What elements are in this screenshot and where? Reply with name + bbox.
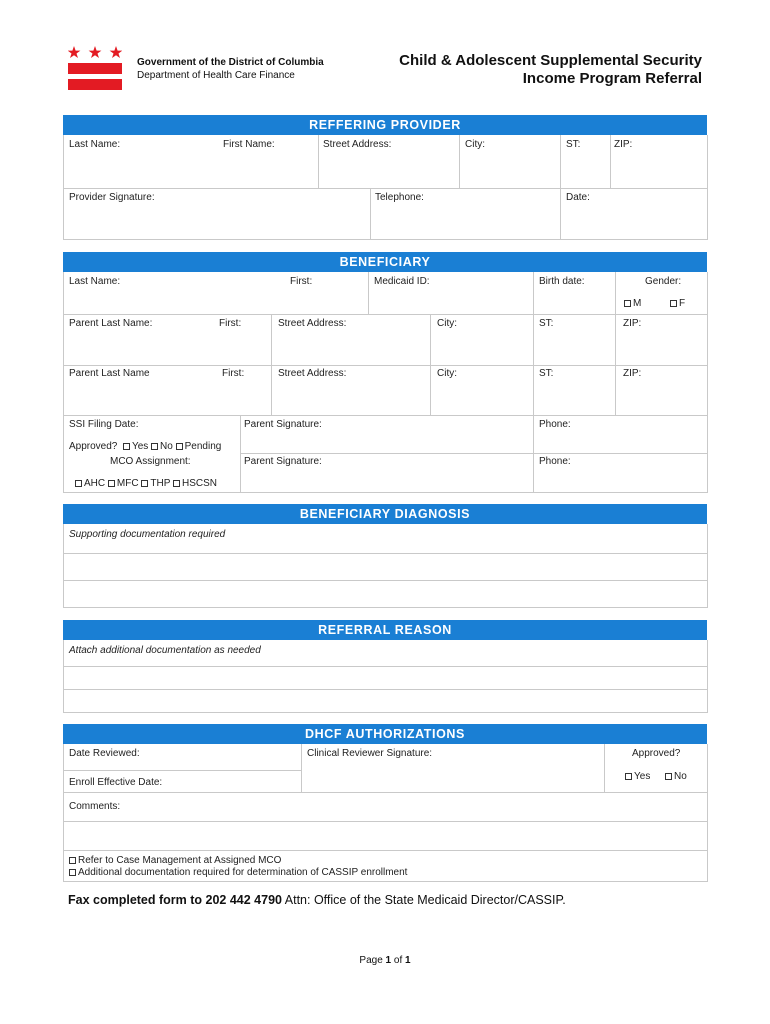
- phone-label-2: Phone:: [539, 456, 571, 467]
- mco-thp-option[interactable]: THP: [141, 478, 170, 489]
- checkbox-icon: [75, 480, 82, 487]
- dhcf-approved-no[interactable]: No: [665, 771, 687, 782]
- date-reviewed-label: Date Reviewed:: [69, 748, 140, 759]
- enroll-effective-date-label: Enroll Effective Date:: [69, 777, 163, 788]
- parent-zip-label-1: ZIP:: [623, 318, 642, 329]
- mco-mfc-option[interactable]: MFC: [108, 478, 139, 489]
- parent-zip-label-2: ZIP:: [623, 368, 642, 379]
- parent-street-label-1: Street Address:: [278, 318, 347, 329]
- parent-last-name-label-2: Parent Last Name: [69, 368, 150, 379]
- fax-instructions: [68, 893, 566, 907]
- refer-case-management-option[interactable]: Refer to Case Management at Assigned MCO: [69, 855, 281, 866]
- gender-male-option[interactable]: M: [624, 298, 641, 309]
- referring-provider-section: [63, 135, 708, 240]
- ref-street-label: Street Address:: [323, 139, 392, 150]
- checkbox-icon: [69, 857, 76, 864]
- dhcf-approved-yes[interactable]: Yes: [625, 771, 650, 782]
- parent-signature-label-1: Parent Signature:: [244, 419, 322, 430]
- beneficiary-section: [63, 272, 708, 493]
- medicaid-id-label: Medicaid ID:: [374, 276, 430, 287]
- referral-reason-header: REFERRAL REASON: [63, 620, 707, 640]
- checkbox-icon: [141, 480, 148, 487]
- diagnosis-section[interactable]: [63, 524, 708, 608]
- ref-date-label: Date:: [566, 192, 590, 203]
- birth-date-label: Birth date:: [539, 276, 585, 287]
- page-number: Page 1 of 1: [359, 955, 411, 966]
- ref-city-label: City:: [465, 139, 485, 150]
- dc-flag-logo: [68, 46, 122, 90]
- additional-documentation-option[interactable]: Additional documentation required for determination of CASSIP enrollment: [69, 867, 407, 878]
- ben-last-name-label: Last Name:: [69, 276, 121, 287]
- parent-city-label-1: City:: [437, 318, 457, 329]
- checkbox-icon: [176, 443, 183, 450]
- referral-reason-section[interactable]: [63, 640, 708, 713]
- government-name: Government of the District of Columbia: [137, 57, 324, 68]
- dhcf-authorizations-header: DHCF AUTHORIZATIONS: [63, 724, 707, 744]
- ref-st-label: ST:: [566, 139, 581, 150]
- checkbox-icon: [173, 480, 180, 487]
- parent-last-name-label-1: Parent Last Name:: [69, 318, 153, 329]
- ssi-approved-pending[interactable]: Pending: [176, 441, 222, 452]
- mco-ahc-option[interactable]: AHC: [75, 478, 105, 489]
- department-name: Department of Health Care Finance: [137, 70, 295, 81]
- parent-st-label-1: ST:: [539, 318, 554, 329]
- checkbox-icon: [625, 773, 632, 780]
- referral-note: Attach additional documentation as needed: [69, 645, 261, 656]
- checkbox-icon: [665, 773, 672, 780]
- parent-st-label-2: ST:: [539, 368, 554, 379]
- referring-provider-header: REFFERING PROVIDER: [63, 115, 707, 135]
- ref-last-name-label: Last Name:: [69, 139, 121, 150]
- fax-number-text: Fax completed form to 202 442 4790: [68, 893, 282, 907]
- checkbox-icon: [123, 443, 130, 450]
- comments-label: Comments:: [69, 801, 121, 812]
- parent-signature-label-2: Parent Signature:: [244, 456, 322, 467]
- gender-female-option[interactable]: F: [670, 298, 685, 309]
- dhcf-approved-label: Approved?: [632, 748, 681, 759]
- checkbox-icon: [108, 480, 115, 487]
- mco-options: [75, 478, 217, 489]
- ben-first-label: First:: [290, 276, 313, 287]
- fax-attn-text: Attn: Office of the State Medicaid Director/CASSIP.: [281, 893, 566, 907]
- gender-label: Gender:: [645, 276, 682, 287]
- provider-signature-label: Provider Signature:: [69, 192, 155, 203]
- ssi-filing-date-label: SSI Filing Date:: [69, 419, 139, 430]
- mco-hscsn-option[interactable]: HSCSN: [173, 478, 217, 489]
- ref-telephone-label: Telephone:: [375, 192, 424, 203]
- ref-first-name-label: First Name:: [223, 139, 275, 150]
- phone-label-1: Phone:: [539, 419, 571, 430]
- ssi-approved-no[interactable]: No: [151, 441, 173, 452]
- ssi-approved-options: Approved? Yes No Pending: [69, 441, 222, 452]
- beneficiary-header: BENEFICIARY: [63, 252, 707, 272]
- checkbox-icon: [624, 300, 631, 307]
- mco-assignment-label: MCO Assignment:: [110, 456, 191, 467]
- ssi-approved-yes[interactable]: Yes: [123, 441, 148, 452]
- checkbox-icon: [69, 869, 76, 876]
- diagnosis-header: BENEFICIARY DIAGNOSIS: [63, 504, 707, 524]
- form-title-line2: Income Program Referral: [522, 70, 702, 87]
- checkbox-icon: [670, 300, 677, 307]
- parent-first-label-1: First:: [219, 318, 242, 329]
- diagnosis-note: Supporting documentation required: [69, 529, 226, 540]
- checkbox-icon: [151, 443, 158, 450]
- parent-street-label-2: Street Address:: [278, 368, 347, 379]
- parent-first-label-2: First:: [222, 368, 245, 379]
- clinical-reviewer-signature-label: Clinical Reviewer Signature:: [307, 748, 433, 759]
- form-title-line1: Child & Adolescent Supplemental Security: [399, 52, 702, 69]
- ref-zip-label: ZIP:: [614, 139, 633, 150]
- dhcf-authorizations-section: [63, 744, 708, 882]
- parent-city-label-2: City:: [437, 368, 457, 379]
